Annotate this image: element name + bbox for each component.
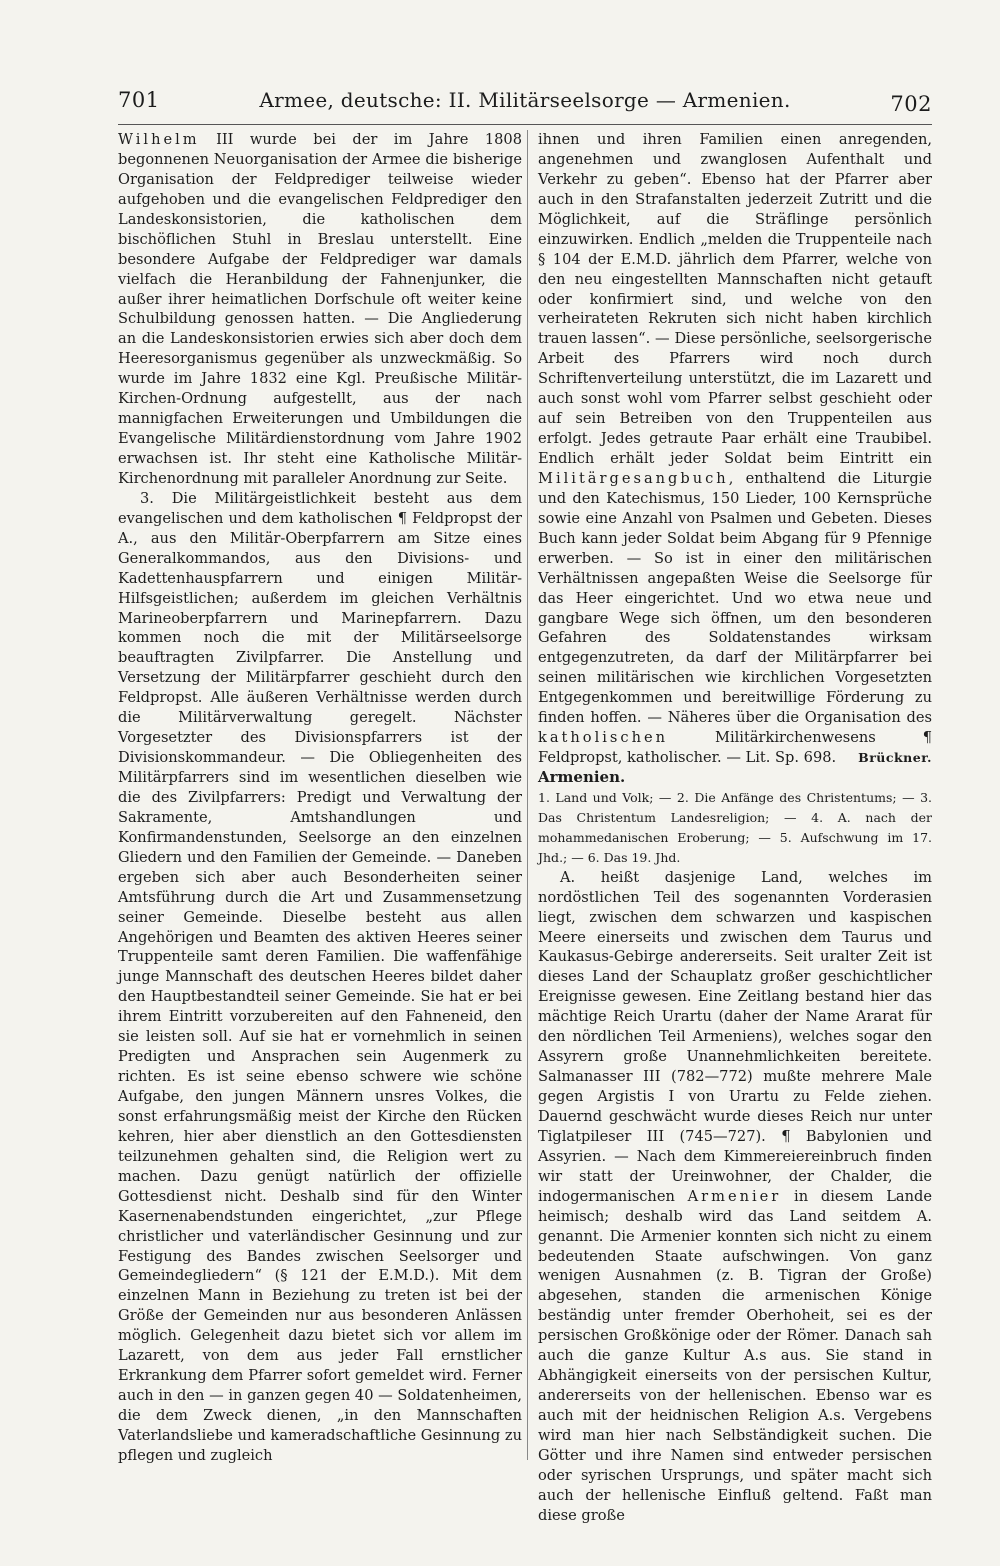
right-paragraph-2	[538, 868, 932, 1526]
right-paragraph-1-text-a: ihnen und ihren Familien einen anregenden, angenehmen und zwanglosen Aufenthalt und Verkehr zu geben“. Ebenso hat der Pfarrer aber auch in den Strafanstalten jederzeit Zutritt und die Möglichkeit, auf die Sträflinge persönlich einzuwirken. Endlich „melden die Truppenteile nach § 104 der E.M.D. jährlich dem Pfarrer, welche von den neu eingestellten Mannschaften nicht getauft oder konfirmiert sind, und welche von den verheirateten Rekruten sich nicht haben kirchlich trauen lassen“. — Diese persönliche, seelsorgerische Arbeit des Pfarrers wird noch durch Schriftenverteilung unterstützt, die im Lazarett und auch sonst wohl vom Pfarrer selbst geschieht oder auf sein Betreiben von den Truppenteilen aus erfolgt. Jedes getraute Paar erhält eine Traubibel. Endlich erhält jeder Soldat beim Eintritt ein	[538, 131, 932, 467]
left-paragraph-1	[118, 130, 522, 489]
right-column	[538, 130, 932, 1526]
spaced-katholischen: katholischen	[538, 729, 669, 747]
left-page-number: 701	[118, 88, 160, 112]
header-rule	[118, 124, 932, 125]
right-paragraph-1	[538, 130, 932, 768]
right-paragraph-1-text-b: , enthaltend die Liturgie und den Katechismus, 150 Lieder, 100 Kernsprüche sowie eine Anzahl von Psalmen und Gebeten. Dieses Buch kann jeder Soldat beim Abgang für 9 Pfennige erwerben. — So ist in einer den militärischen Verhältnissen angepaßten Weise die Seelsorge für das Heer eingerichtet. Und wo etwa neue und gangbare Wege sich öffnen, um den besonderen Gefahren des Soldatenstandes wirksam entgegenzutreten, da darf der Militärpfarrer bei seinen militärischen wie kirchlichen Vorgesetzten Entgegenkommen und bereitwillige Förderung zu finden hoffen. — Näheres über die Organisation des	[538, 469, 932, 727]
right-paragraph-1-text-c: Militärkirchenwesens ¶ Feldpropst, katholischer. — Lit. Sp. 698.	[538, 729, 932, 767]
spaced-armenier: Armenier	[687, 1187, 782, 1205]
column-divider	[527, 130, 528, 1460]
running-header	[118, 88, 932, 118]
right-paragraph-2-text-b: in diesem Lande heimisch; deshalb wird das Land seitdem A. genannt. Die Armenier konnten sich nicht zu einem bedeutenden Staate aufschwingen. Von ganz wenigen Ausnahmen (z. B. Tigran der Große) abgesehen, standen die armenischen Könige beständig unter fremder Oberhoheit, sei es der persischen Großkönige oder der Römer. Danach sah auch die ganze Kultur A.s aus. Sie stand in Abhängigkeit einerseits von der persischen Kultur, andererseits von der hellenischen. Ebenso war es auch mit der heidnischen Religion A.s. Vergebens wird man hier nach Selbständigkeit suchen. Die Götter und ihre Namen sind entweder persischen oder syrischen Ursprungs, und später macht sich auch der hellenische Einfluß geltend. Faßt man diese große	[538, 1187, 932, 1524]
left-column	[118, 130, 522, 1466]
left-paragraph-2: 3. Die Militärgeistlichkeit besteht aus dem evangelischen und dem katholischen ¶ Feldpropst der A., aus den Militär-Oberpfarrern am Sitze eines Generalkommandos, aus den Divisions- und Kadettenhauspfarrern und einigen Militär-Hilfsgeistlichen; außerdem im gleichen Verhältnis Marineoberpfarrern und Marinepfarrern. Dazu kommen noch die mit der Militärseelsorge beauftragten Zivilpfarrer. Die Anstellung und Versetzung der Militärpfarrer geschieht durch den Feldpropst. Alle äußeren Verhältnisse werden durch die Militärverwaltung geregelt. Nächster Vorgesetzter des Divisionspfarrers ist der Divisionskommandeur. — Die Obliegenheiten des Militärpfarrers sind im wesentlichen dieselben wie die des Zivilpfarrers: Predigt und Verwaltung der Sakramente, Amtshandlungen und Konfirmandenstunden, Seelsorge an den einzelnen Gliedern und den Familien der Gemeinde. — Daneben ergeben sich aber auch Besonderheiten seiner Amtsführung durch die Art und Zusammensetzung seiner Gemeinde. Dieselbe besteht aus allen Angehörigen und Beamten des aktiven Heeres seiner Truppenteile samt deren Familien. Die waffenfähige junge Mannschaft des deutschen Heeres bildet daher den Hauptbestandteil seiner Gemeinde. Sie hat er bei ihrem Eintritt vorzubereiten auf den Fahneneid, den sie leisten soll. Auf sie hat er vornehmlich in seinen Predigten und Ansprachen sein Augenmerk zu richten. Es ist seine ebenso schwere wie schöne Aufgabe, den jungen Männern unsres Volkes, die sonst erfahrungsmäßig meist der Kirche den Rücken kehren, hier aber dienstlich an den Gottesdiensten teilzunehmen gehalten sind, die Religion wert zu machen. Dazu genügt natürlich der offizielle Gottesdienst nicht. Deshalb sind für den Winter Kasernenabendstunden eingerichtet, „zur Pflege christlicher und vaterländischer Gesinnung und zur Festigung des Bandes zwischen Seelsorger und Gemeindegliedern“ (§ 121 der E.M.D.). Mit dem einzelnen Mann in Beziehung zu treten ist bei der Größe der Gemeinden nur aus besonderen Anlässen möglich. Gelegenheit dazu bietet sich vor allem im Lazarett, von dem aus jeder Fall ernstlicher Erkrankung dem Pfarrer sofort gemeldet wird. Ferner auch in den — in ganzen gegen 40 — Soldatenheimen, die dem Zweck dienen, „in den Mannschaften Vaterlandsliebe und kameradschaftliche Gesinnung zu pflegen und zugleich	[118, 489, 522, 1464]
running-title: Armee, deutsche: II. Militärseelsorge — Armenien.	[259, 88, 791, 112]
left-paragraph-1-text: III wurde bei der im Jahre 1808 begonnenen Neuorganisation der Armee die bisherige Organisation der Feldprediger teilweise wieder aufgehoben und die evangelischen Feldprediger den Landeskonsistorien, die katholischen dem bischöflichen Stuhl in Breslau unterstellt. Eine besondere Aufgabe der Feldprediger war damals vielfach die Heranbildung der Fahnenjunker, die außer ihrer heimatlichen Dorfschule oft weiter keine Schulbildung genossen hatten. — Die Angliederung an die Landeskonsistorien erwies sich aber doch dem Heeresorganismus gegenüber als unzweckmäßig. So wurde im Jahre 1832 eine Kgl. Preußische Militär-Kirchen-Ordnung aufgestellt, aus der nach mannigfachen Erweiterungen und Umbildungen die Evangelische Militärdienstordnung vom Jahre 1902 erwachsen ist. Ihr steht eine Katholische Militär-Kirchenordnung mit paralleler Anordnung zur Seite.	[118, 131, 522, 487]
spaced-militaergesangbuch: Militärgesangbuch	[538, 469, 729, 487]
author-signature: Brückner.	[858, 750, 932, 766]
article-heading: Armenien.	[538, 768, 626, 786]
name-wilhelm: Wilhelm	[118, 131, 200, 148]
right-paragraph-2-text-a: A. heißt dasjenige Land, welches im nordöstlichen Teil des sogenannten Vorderasien liegt, zwischen dem schwarzen und kaspischen Meere einerseits und zwischen dem Taurus und Kaukasus-Gebirge andererseits. Seit uralter Zeit ist dieses Land der Schauplatz großer geschichtlicher Ereignisse gewesen. Eine Zeitlang bestand hier das mächtige Reich Urartu (daher der Name Ararat für den nördlichen Teil Armeniens), welches sogar den Assyrern große Unannehmlichkeiten bereitete. Salmanasser III (782—772) mußte mehrere Male gegen Argistis I von Urartu zu Felde ziehen. Dauernd geschwächt wurde dieses Reich nur unter Tiglatpileser III (745—727). ¶ Babylonien und Assyrien. — Nach dem Kimmereiereinbruch finden wir statt der Ureinwohner, der Chalder, die indogermanischen	[538, 868, 932, 1205]
right-page-number: 702	[890, 92, 932, 116]
article-contents: 1. Land und Volk; — 2. Die Anfänge des Christentums; — 3. Das Christentum Landesreligion; — 4. A. nach der mohammedanischen Eroberung; — 5. Aufschwung im 17. Jhd.; — 6. Das 19. Jhd.	[538, 789, 932, 865]
